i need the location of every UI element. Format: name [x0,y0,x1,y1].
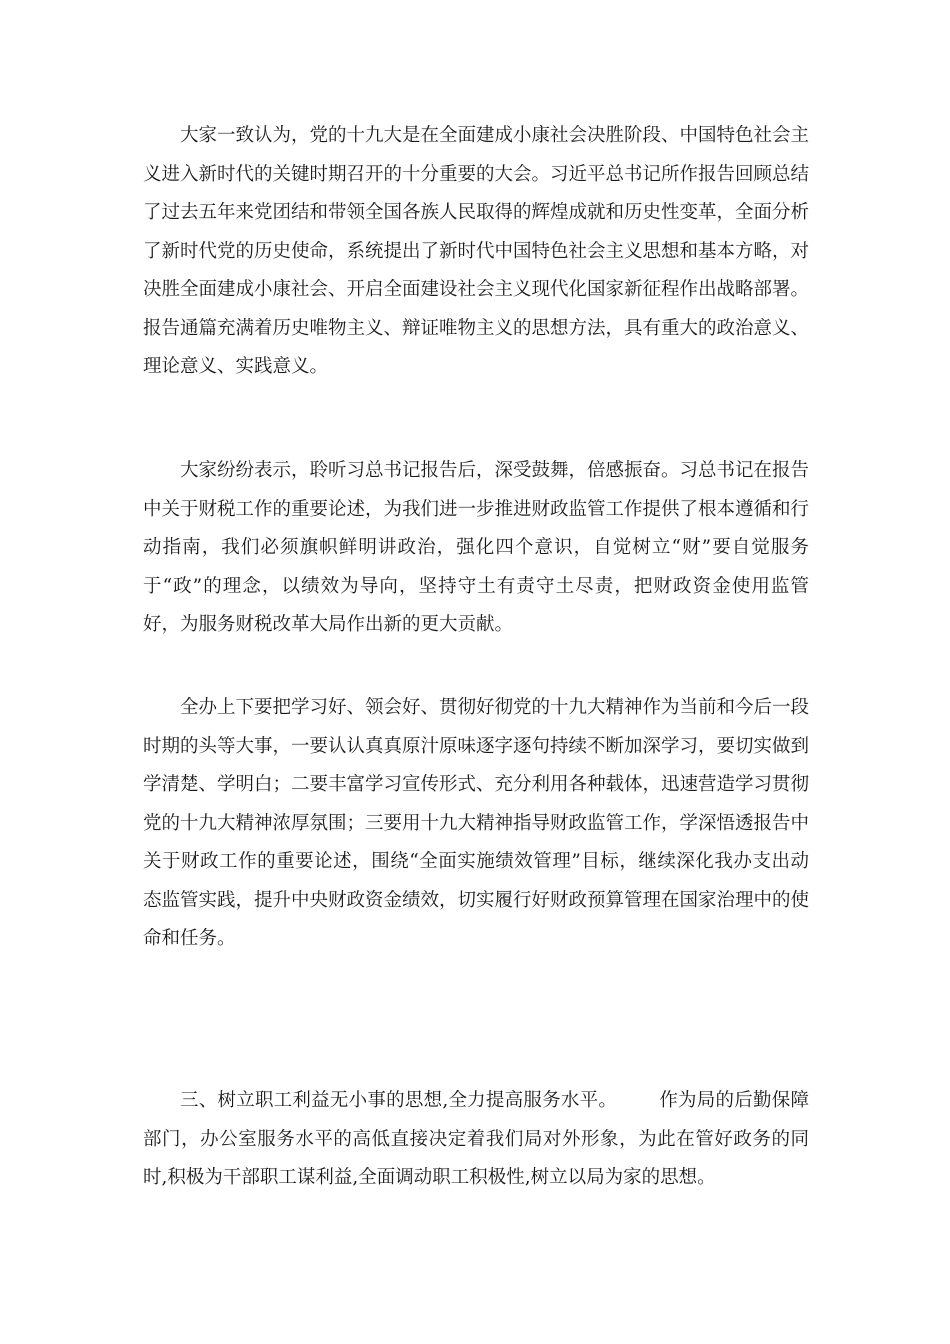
section-three [143,1082,809,1198]
section-heading: 三、树立职工利益无小事的思想,全力提高服务水平。 [180,1090,618,1111]
paragraph-reactions: 大家纷纷表示，聆听习总书记报告后，深受鼓舞，倍感振奋。习总书记在报告中关于财税工作的重要论述，为我们进一步推进财政监管工作提供了根本遵循和行动指南，我们必须旗帜鲜明讲政治，强化四个意识，自觉树立“财”要自觉服务于“政”的理念，以绩效为导向，坚持守土有责守土尽责，把财政资金使用监管好，为服务财税改革大局作出新的更大贡献。 [143,460,810,635]
paragraph-consensus: 大家一致认为，党的十九大是在全面建成小康社会决胜阶段、中国特色社会主义进入新时代的关键时期召开的十分重要的大会。习近平总书记所作报告回顾总结了过去五年来党团结和带领全国各族人民取得的辉煌成就和历史性变革，全面分析了新时代党的历史使命，系统提出了新时代中国特色社会主义思想和基本方略，对决胜全面建成小康社会、开启全面建设社会主义现代化国家新征程作出战略部署。报告通篇充满着历史唯物主义、辩证唯物主义的思想方法，具有重大的政治意义、理论意义、实践意义。 [143,125,810,377]
section-body: 作为局的后勤保障部门，办公室服务水平的高低直接决定着我们局对外形象，为此在管好政务的同时,积极为干部职工谋利益,全面调动职工积极性,树立以局为家的思想。 [143,1090,809,1188]
paragraph-study-plan: 全办上下要把学习好、领会好、贯彻好彻党的十九大精神作为当前和今后一段时期的头等大事，一要认认真真原汁原味逐字逐句持续不断加深学习，要切实做到学清楚、学明白；二要丰富学习宣传形式、充分利用各种载体，迅速营造学习贯彻党的十九大精神浓厚氛围；三要用十九大精神指导财政监管工作，学深悟透报告中关于财政工作的重要论述，围绕“全面实施绩效管理”目标，继续深化我办支出动态监管实践，提升中央财政资金绩效，切实履行好财政预算管理在国家治理中的使命和任务。 [143,697,810,949]
